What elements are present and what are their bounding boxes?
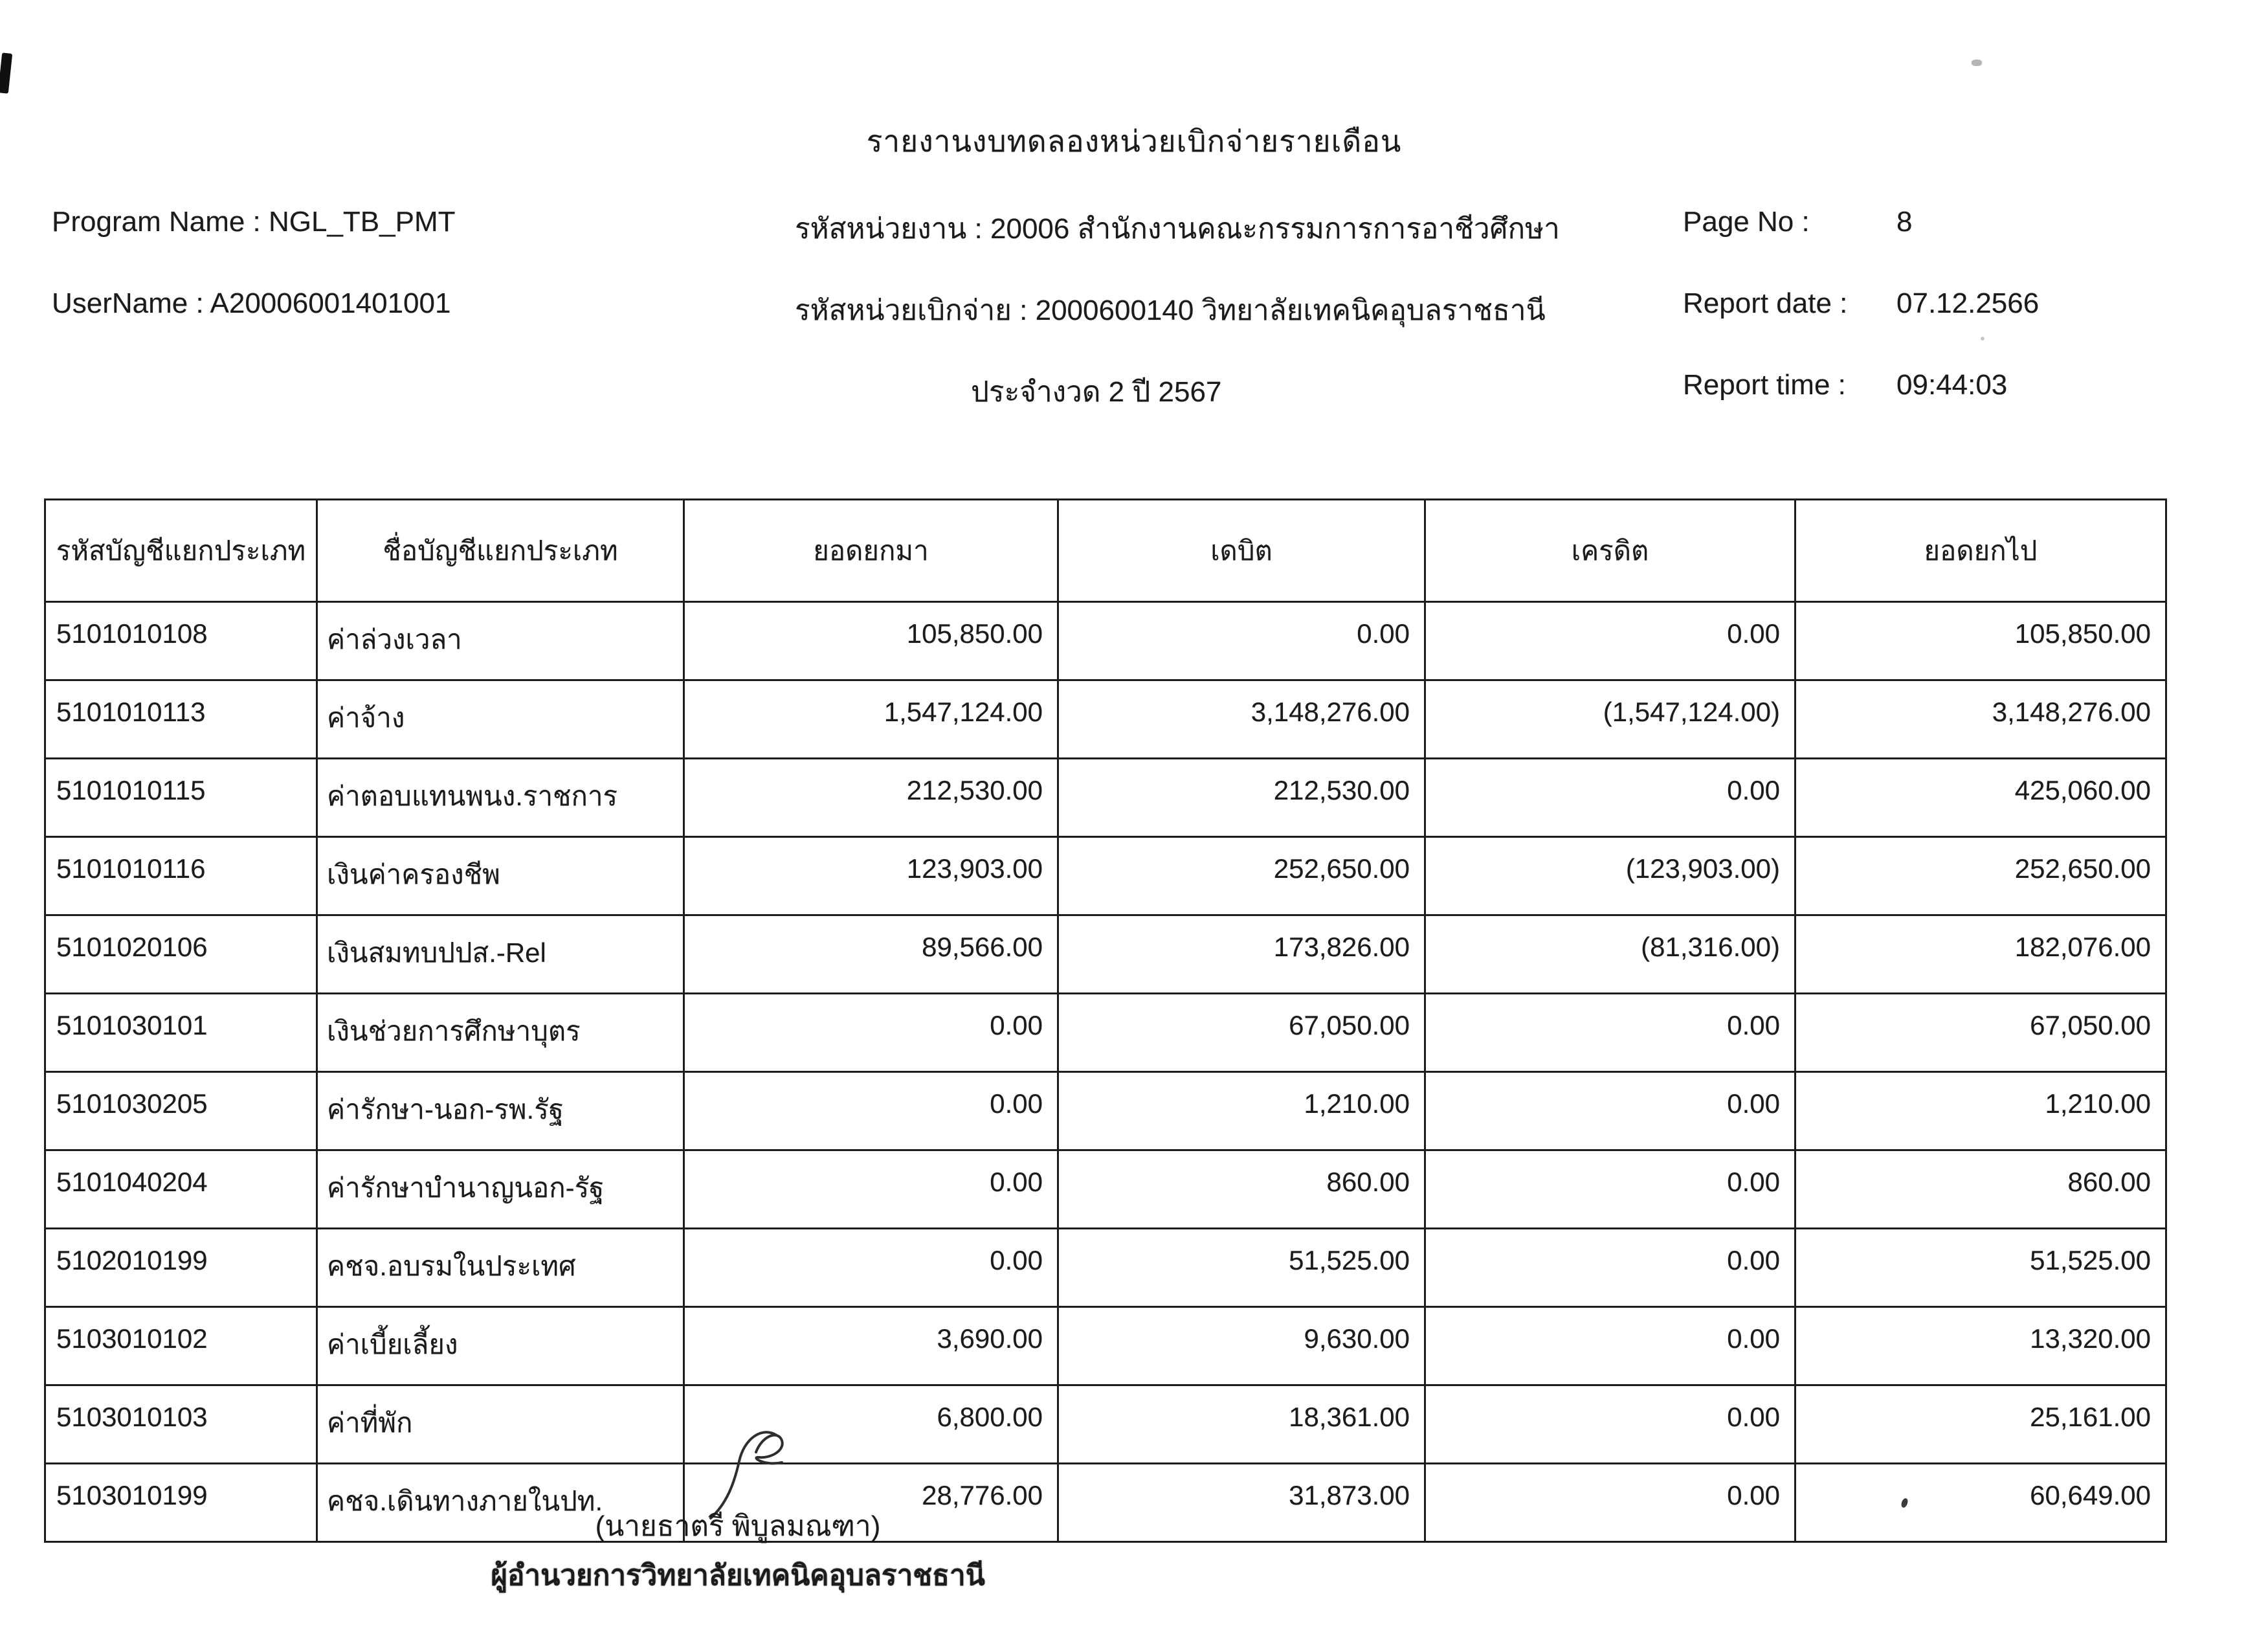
cell-account-code: 5101010113	[45, 680, 317, 759]
cell-credit: 0.00	[1425, 1150, 1796, 1229]
cell-account-name: ค่าที่พัก	[317, 1385, 684, 1464]
cell-account-code: 5103010103	[45, 1385, 317, 1464]
cell-debit: 67,050.00	[1058, 994, 1425, 1072]
report-time-value: 09:44:03	[1896, 369, 2008, 401]
cell-account-code: 5103010102	[45, 1307, 317, 1385]
cell-ending-balance: 67,050.00	[1796, 994, 2166, 1072]
meta-center-block	[795, 206, 1636, 451]
cell-debit: 173,826.00	[1058, 915, 1425, 994]
table-header-row	[45, 500, 2166, 602]
agency-code: รหัสหน่วยงาน : 20006 สำนักงานคณะกรรมการการอาชีวศึกษา	[795, 213, 1560, 245]
cell-debit: 1,210.00	[1058, 1072, 1425, 1150]
column-header-beginning-balance: ยอดยกมา	[684, 500, 1058, 602]
cell-beginning-balance: 212,530.00	[684, 759, 1058, 837]
cell-debit: 252,650.00	[1058, 837, 1425, 915]
page-no-value: 8	[1896, 206, 1913, 238]
cell-beginning-balance: 0.00	[684, 1072, 1058, 1150]
report-title: รายงานงบทดลองหน่วยเบิกจ่ายรายเดือน	[866, 124, 1402, 158]
cell-account-code: 5101030101	[45, 994, 317, 1072]
cell-account-name: ค่าตอบแทนพนง.ราชการ	[317, 759, 684, 837]
table-row	[45, 1072, 2166, 1150]
cell-ending-balance: 860.00	[1796, 1150, 2166, 1229]
column-header-account-name: ชื่อบัญชีแยกประเภท	[317, 500, 684, 602]
cell-beginning-balance: 6,800.00	[684, 1385, 1058, 1464]
scan-artifact	[1972, 60, 1982, 66]
report-time-label: Report time :	[1683, 369, 1846, 401]
table-row	[45, 994, 2166, 1072]
report-date-label: Report date :	[1683, 287, 1848, 319]
cell-credit: 0.00	[1425, 759, 1796, 837]
cell-beginning-balance: 28,776.00	[684, 1464, 1058, 1542]
period-line: ประจำงวด 2 ปี 2567	[971, 376, 1222, 408]
cell-account-name: เงินสมทบปปส.-Rel	[317, 915, 684, 994]
cell-credit: (81,316.00)	[1425, 915, 1796, 994]
cell-beginning-balance: 1,547,124.00	[684, 680, 1058, 759]
report-date-line	[1683, 287, 2040, 369]
cell-account-name: คชจ.อบรมในประเทศ	[317, 1229, 684, 1307]
cell-debit: 860.00	[1058, 1150, 1425, 1229]
program-name: Program Name : NGL_TB_PMT	[52, 206, 456, 238]
cell-ending-balance: 252,650.00	[1796, 837, 2166, 915]
table-row	[45, 915, 2166, 994]
cell-beginning-balance: 3,690.00	[684, 1307, 1058, 1385]
cell-credit: (123,903.00)	[1425, 837, 1796, 915]
table-row	[45, 1150, 2166, 1229]
cell-beginning-balance: 0.00	[684, 1229, 1058, 1307]
cell-account-name: ค่ารักษาบำนาญนอก-รัฐ	[317, 1150, 684, 1229]
cell-account-code: 5101010115	[45, 759, 317, 837]
cell-credit: 0.00	[1425, 1464, 1796, 1542]
cell-ending-balance: 105,850.00	[1796, 602, 2166, 680]
column-header-account-code: รหัสบัญชีแยกประเภท	[45, 500, 317, 602]
cell-account-code: 5102010199	[45, 1229, 317, 1307]
cell-account-name: ค่ารักษา-นอก-รพ.รัฐ	[317, 1072, 684, 1150]
disbursement-unit-code: รหัสหน่วยเบิกจ่าย : 2000600140 วิทยาลัยเทคนิคอุบลราชธานี	[795, 295, 1546, 326]
cell-credit: 0.00	[1425, 994, 1796, 1072]
cell-debit: 9,630.00	[1058, 1307, 1425, 1385]
signatory-name: (นายธาตรี พิบูลมณฑา)	[595, 1510, 881, 1542]
cell-account-code: 5101010116	[45, 837, 317, 915]
cell-ending-balance: 25,161.00	[1796, 1385, 2166, 1464]
cell-credit: (1,547,124.00)	[1425, 680, 1796, 759]
table-row	[45, 1307, 2166, 1385]
cell-ending-balance: 425,060.00	[1796, 759, 2166, 837]
table-row	[45, 1385, 2166, 1464]
cell-debit: 51,525.00	[1058, 1229, 1425, 1307]
cell-credit: 0.00	[1425, 602, 1796, 680]
cell-ending-balance: 182,076.00	[1796, 915, 2166, 994]
cell-ending-balance: 1,210.00	[1796, 1072, 2166, 1150]
cell-credit: 0.00	[1425, 1072, 1796, 1150]
cell-account-name: ค่าล่วงเวลา	[317, 602, 684, 680]
table-row	[45, 837, 2166, 915]
cell-account-code: 5101010108	[45, 602, 317, 680]
cell-ending-balance: 60,649.00	[1796, 1464, 2166, 1542]
user-name: UserName : A20006001401001	[52, 287, 451, 319]
column-header-ending-balance: ยอดยกไป	[1796, 500, 2166, 602]
cell-debit: 0.00	[1058, 602, 1425, 680]
report-date-value: 07.12.2566	[1896, 287, 2040, 319]
cell-account-name: ค่าจ้าง	[317, 680, 684, 759]
cell-beginning-balance: 123,903.00	[684, 837, 1058, 915]
cell-ending-balance: 51,525.00	[1796, 1229, 2166, 1307]
cell-account-name: เงินช่วยการศึกษาบุตร	[317, 994, 684, 1072]
cell-credit: 0.00	[1425, 1229, 1796, 1307]
table-row	[45, 602, 2166, 680]
cell-account-code: 5101030205	[45, 1072, 317, 1150]
cell-account-code: 5101040204	[45, 1150, 317, 1229]
cell-beginning-balance: 0.00	[684, 994, 1058, 1072]
cell-debit: 3,148,276.00	[1058, 680, 1425, 759]
table-body	[45, 602, 2166, 1542]
table-row	[45, 680, 2166, 759]
table-row	[45, 1464, 2166, 1542]
cell-ending-balance: 13,320.00	[1796, 1307, 2166, 1385]
cell-account-code: 5103010199	[45, 1464, 317, 1542]
cell-account-name: ค่าเบี้ยเลี้ยง	[317, 1307, 684, 1385]
cell-credit: 0.00	[1425, 1307, 1796, 1385]
cell-debit: 18,361.00	[1058, 1385, 1425, 1464]
table-row	[45, 1229, 2166, 1307]
page-no-line	[1683, 206, 1913, 287]
scan-artifact	[0, 52, 12, 93]
cell-debit: 212,530.00	[1058, 759, 1425, 837]
trial-balance-table	[44, 499, 2167, 1543]
column-header-debit: เดบิต	[1058, 500, 1425, 602]
meta-left-block	[52, 206, 456, 369]
page-no-label: Page No :	[1683, 206, 1810, 238]
cell-debit: 31,873.00	[1058, 1464, 1425, 1542]
column-header-credit: เครดิต	[1425, 500, 1796, 602]
scan-artifact	[1981, 337, 1984, 341]
report-time-line	[1683, 369, 2008, 451]
cell-beginning-balance: 0.00	[684, 1150, 1058, 1229]
cell-ending-balance: 3,148,276.00	[1796, 680, 2166, 759]
cell-beginning-balance: 89,566.00	[684, 915, 1058, 994]
cell-beginning-balance: 105,850.00	[684, 602, 1058, 680]
signatory-title: ผู้อำนวยการวิทยาลัยเทคนิคอุบลราชธานี	[491, 1560, 985, 1591]
cell-account-code: 5101020106	[45, 915, 317, 994]
table-row	[45, 759, 2166, 837]
cell-account-name: เงินค่าครองชีพ	[317, 837, 684, 915]
cell-credit: 0.00	[1425, 1385, 1796, 1464]
cell-account-name: คชจ.เดินทางภายในปท.	[317, 1464, 684, 1542]
meta-right-block	[1683, 206, 2040, 451]
